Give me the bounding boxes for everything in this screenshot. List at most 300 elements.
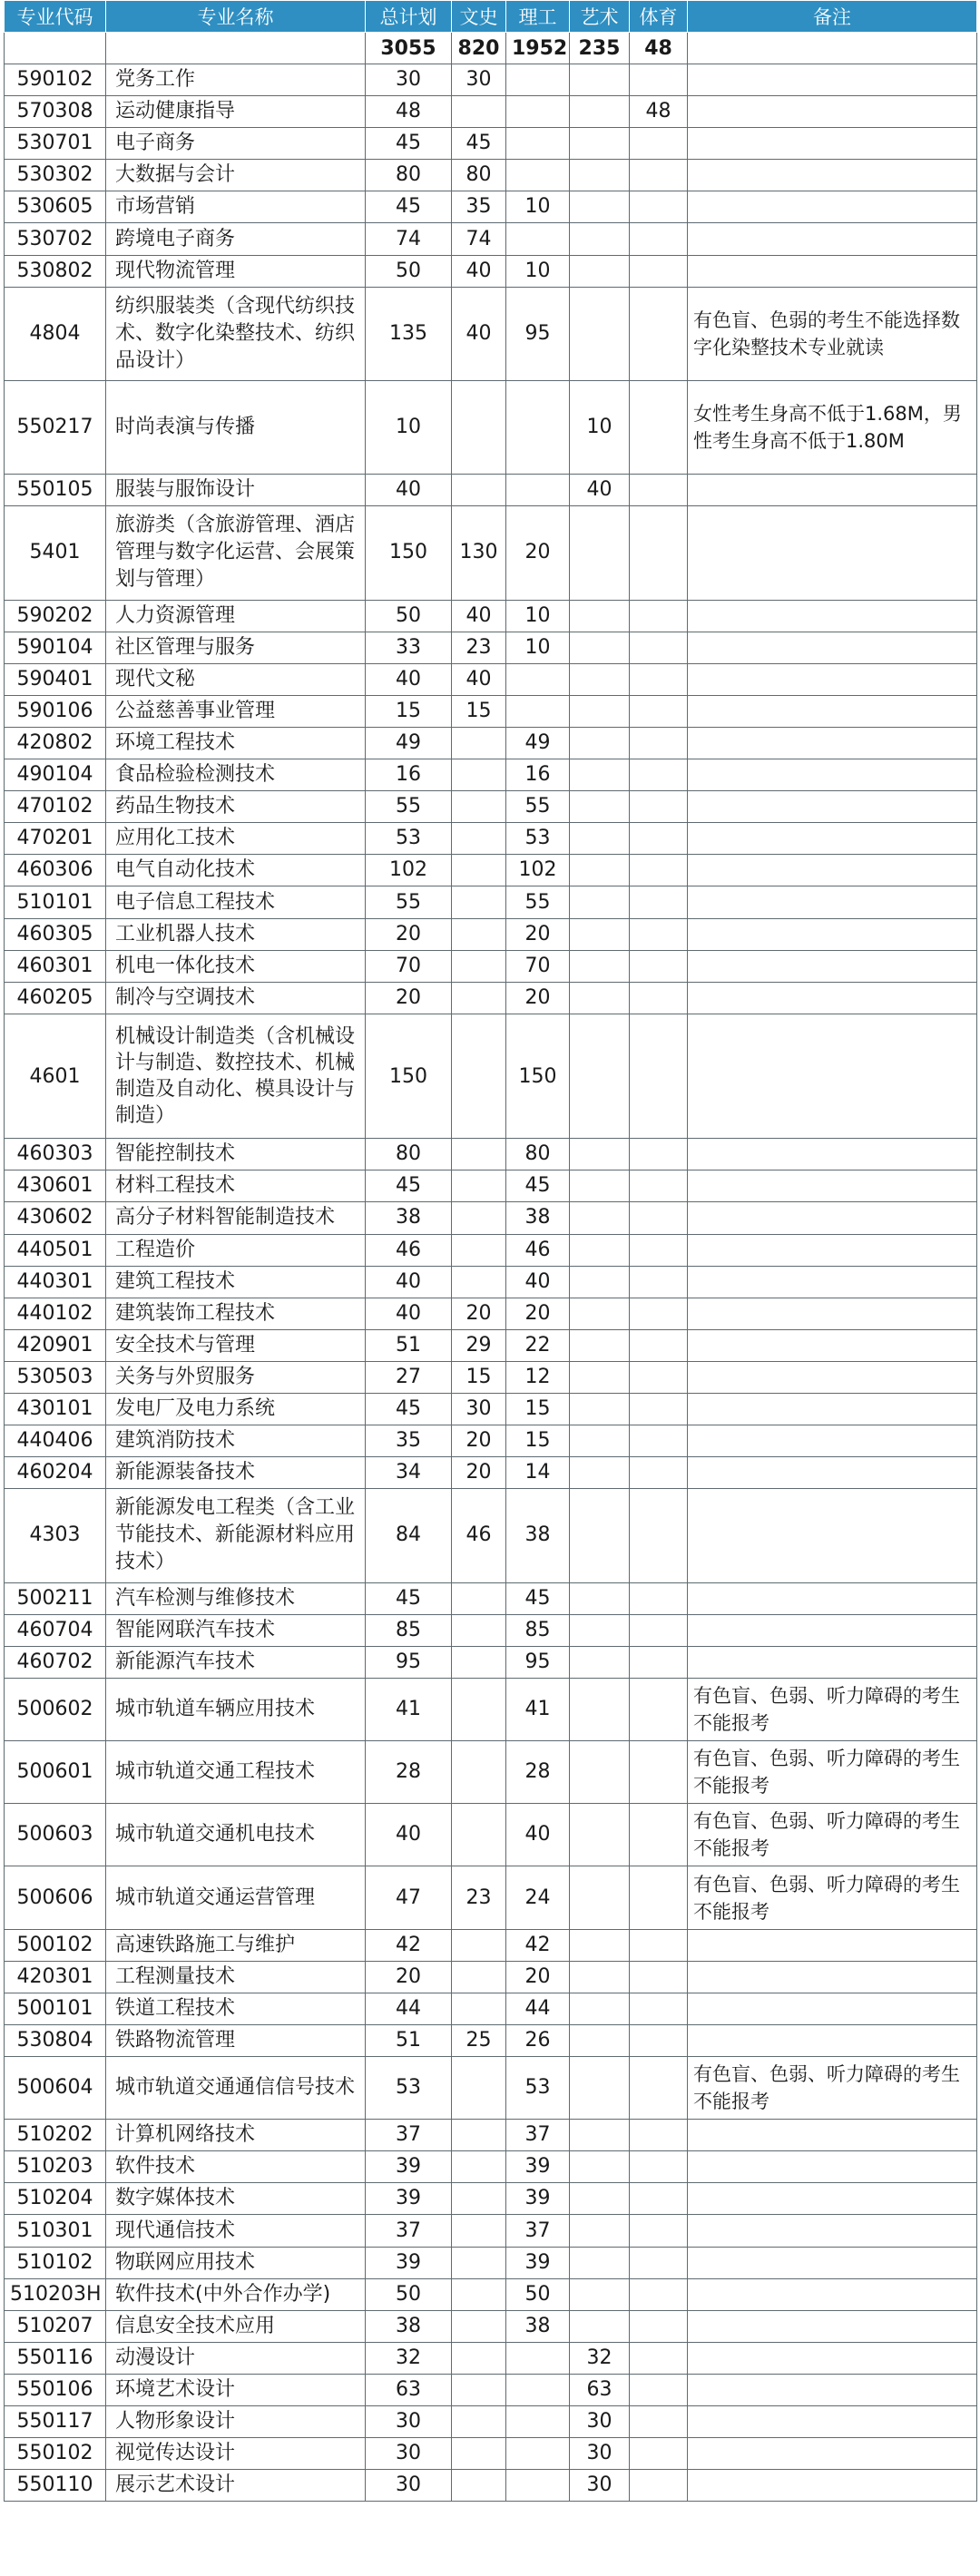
cell-major-code: 470102 — [5, 791, 106, 823]
cell-arts-count — [452, 1202, 506, 1234]
cell-remarks — [688, 982, 977, 1014]
cell-art-count — [570, 886, 630, 918]
cell-art-count — [570, 1014, 630, 1138]
cell-remarks — [688, 2151, 977, 2183]
cell-science-count — [506, 160, 570, 191]
cell-art-count — [570, 64, 630, 96]
cell-arts-count — [452, 823, 506, 855]
table-row — [5, 1394, 977, 1425]
cell-arts-count — [452, 96, 506, 128]
cell-major-code: 530302 — [5, 160, 106, 191]
cell-major-name: 现代文秘 — [106, 663, 366, 695]
cell-remarks: 有色盲、色弱、听力障碍的考生不能报考 — [688, 2056, 977, 2119]
cell-major-code: 470201 — [5, 823, 106, 855]
cell-total-plan: 16 — [366, 759, 452, 791]
cell-major-name: 汽车检测与维修技术 — [106, 1582, 366, 1614]
cell-major-code: 500602 — [5, 1678, 106, 1740]
cell-arts-count: 25 — [452, 2024, 506, 2056]
cell-science-count: 55 — [506, 791, 570, 823]
cell-art-count — [570, 1170, 630, 1202]
cell-arts-count: 35 — [452, 191, 506, 223]
table-row — [5, 886, 977, 918]
cell-total-plan: 47 — [366, 1866, 452, 1929]
cell-art-count — [570, 2056, 630, 2119]
totals-name — [106, 33, 366, 64]
cell-arts-count — [452, 1741, 506, 1804]
cell-sports-count — [630, 1329, 688, 1361]
cell-art-count: 32 — [570, 2342, 630, 2374]
header-sports: 体育 — [630, 1, 688, 33]
cell-total-plan: 53 — [366, 823, 452, 855]
cell-science-count: 50 — [506, 2278, 570, 2310]
header-major-code: 专业代码 — [5, 1, 106, 33]
cell-sports-count — [630, 506, 688, 600]
cell-remarks — [688, 1961, 977, 1993]
table-row — [5, 759, 977, 791]
cell-sports-count — [630, 2151, 688, 2183]
cell-major-code: 510203 — [5, 2151, 106, 2183]
table-row — [5, 1489, 977, 1582]
cell-sports-count — [630, 1361, 688, 1393]
cell-science-count: 10 — [506, 600, 570, 632]
cell-science-count: 95 — [506, 287, 570, 380]
cell-sports-count — [630, 695, 688, 727]
table-row — [5, 2406, 977, 2438]
table-row — [5, 287, 977, 380]
table-row — [5, 1202, 977, 1234]
cell-arts-count — [452, 728, 506, 759]
cell-art-count — [570, 223, 630, 255]
cell-sports-count — [630, 886, 688, 918]
cell-art-count — [570, 1614, 630, 1646]
cell-art-count — [570, 128, 630, 160]
cell-science-count: 45 — [506, 1170, 570, 1202]
cell-major-code: 430602 — [5, 1202, 106, 1234]
cell-major-name: 新能源装备技术 — [106, 1457, 366, 1489]
cell-remarks: 有色盲、色弱、听力障碍的考生不能报考 — [688, 1804, 977, 1866]
cell-sports-count — [630, 2215, 688, 2247]
table-row — [5, 1804, 977, 1866]
cell-major-name: 铁路物流管理 — [106, 2024, 366, 2056]
cell-major-name: 市场营销 — [106, 191, 366, 223]
header-remarks: 备注 — [688, 1, 977, 33]
cell-total-plan: 51 — [366, 2024, 452, 2056]
cell-total-plan: 135 — [366, 287, 452, 380]
cell-arts-count: 15 — [452, 695, 506, 727]
table-row — [5, 1582, 977, 1614]
cell-arts-count — [452, 2342, 506, 2374]
cell-sports-count — [630, 223, 688, 255]
cell-art-count — [570, 2278, 630, 2310]
cell-major-name: 纺织服装类（含现代纺织技术、数字化染整技术、纺织品设计） — [106, 287, 366, 380]
cell-science-count: 44 — [506, 1993, 570, 2024]
cell-sports-count — [630, 1457, 688, 1489]
cell-arts-count: 20 — [452, 1425, 506, 1457]
header-total-plan: 总计划 — [366, 1, 452, 33]
cell-major-code: 550110 — [5, 2470, 106, 2502]
cell-art-count — [570, 759, 630, 791]
table-row — [5, 2278, 977, 2310]
cell-remarks — [688, 1139, 977, 1170]
cell-major-code: 420802 — [5, 728, 106, 759]
cell-remarks: 有色盲、色弱、听力障碍的考生不能报考 — [688, 1741, 977, 1804]
cell-science-count: 49 — [506, 728, 570, 759]
cell-major-code: 530503 — [5, 1361, 106, 1393]
cell-major-code: 4601 — [5, 1014, 106, 1138]
cell-remarks — [688, 1266, 977, 1298]
cell-science-count: 37 — [506, 2215, 570, 2247]
cell-remarks — [688, 1489, 977, 1582]
cell-sports-count — [630, 1929, 688, 1961]
cell-science-count: 20 — [506, 982, 570, 1014]
cell-remarks — [688, 255, 977, 287]
cell-major-code: 4804 — [5, 287, 106, 380]
cell-arts-count — [452, 855, 506, 886]
cell-science-count: 95 — [506, 1646, 570, 1678]
cell-science-count — [506, 2374, 570, 2405]
cell-art-count — [570, 287, 630, 380]
cell-major-name: 机械设计制造类（含机械设计与制造、数控技术、机械制造及自动化、模具设计与制造） — [106, 1014, 366, 1138]
cell-arts-count — [452, 950, 506, 982]
cell-art-count — [570, 1678, 630, 1740]
cell-major-code: 430601 — [5, 1170, 106, 1202]
cell-art-count — [570, 506, 630, 600]
cell-total-plan: 50 — [366, 600, 452, 632]
cell-sports-count — [630, 2278, 688, 2310]
table-row — [5, 2470, 977, 2502]
cell-science-count: 20 — [506, 506, 570, 600]
cell-remarks — [688, 950, 977, 982]
cell-sports-count — [630, 1298, 688, 1329]
cell-art-count — [570, 1646, 630, 1678]
cell-major-code: 590102 — [5, 64, 106, 96]
cell-major-code: 440102 — [5, 1298, 106, 1329]
cell-art-count: 30 — [570, 2438, 630, 2470]
cell-art-count — [570, 2024, 630, 2056]
cell-arts-count — [452, 759, 506, 791]
cell-art-count — [570, 2247, 630, 2278]
cell-arts-count: 40 — [452, 287, 506, 380]
cell-art-count — [570, 2310, 630, 2342]
table-row — [5, 1425, 977, 1457]
cell-science-count: 85 — [506, 1614, 570, 1646]
cell-total-plan: 35 — [366, 1425, 452, 1457]
cell-major-name: 食品检验检测技术 — [106, 759, 366, 791]
cell-total-plan: 42 — [366, 1929, 452, 1961]
table-row — [5, 1866, 977, 1929]
cell-major-code: 590104 — [5, 632, 106, 663]
cell-total-plan: 102 — [366, 855, 452, 886]
cell-science-count: 15 — [506, 1394, 570, 1425]
cell-science-count: 39 — [506, 2247, 570, 2278]
cell-art-count: 63 — [570, 2374, 630, 2405]
cell-science-count: 20 — [506, 1961, 570, 1993]
cell-sports-count — [630, 1741, 688, 1804]
cell-major-code: 590401 — [5, 663, 106, 695]
cell-remarks — [688, 855, 977, 886]
cell-arts-count: 45 — [452, 128, 506, 160]
cell-major-code: 550105 — [5, 475, 106, 506]
cell-arts-count: 23 — [452, 632, 506, 663]
cell-arts-count: 130 — [452, 506, 506, 600]
cell-science-count: 38 — [506, 1489, 570, 1582]
cell-science-count: 12 — [506, 1361, 570, 1393]
cell-total-plan: 74 — [366, 223, 452, 255]
cell-science-count: 15 — [506, 1425, 570, 1457]
cell-arts-count: 23 — [452, 1866, 506, 1929]
cell-total-plan: 15 — [366, 695, 452, 727]
header-art: 艺术 — [570, 1, 630, 33]
cell-science-count — [506, 695, 570, 727]
cell-science-count: 37 — [506, 2120, 570, 2151]
totals-total: 3055 — [366, 33, 452, 64]
cell-major-code: 500102 — [5, 1929, 106, 1961]
cell-arts-count: 30 — [452, 1394, 506, 1425]
totals-row — [5, 33, 977, 64]
totals-sports: 48 — [630, 33, 688, 64]
cell-major-name: 人力资源管理 — [106, 600, 366, 632]
table-row — [5, 64, 977, 96]
table-row — [5, 1170, 977, 1202]
cell-remarks — [688, 128, 977, 160]
cell-arts-count — [452, 1582, 506, 1614]
table-row — [5, 600, 977, 632]
cell-art-count — [570, 632, 630, 663]
cell-science-count — [506, 64, 570, 96]
cell-total-plan: 80 — [366, 1139, 452, 1170]
cell-total-plan: 49 — [366, 728, 452, 759]
cell-total-plan: 33 — [366, 632, 452, 663]
cell-art-count — [570, 255, 630, 287]
header-row — [5, 1, 977, 33]
cell-remarks — [688, 2024, 977, 2056]
cell-remarks — [688, 160, 977, 191]
totals-remarks — [688, 33, 977, 64]
cell-sports-count — [630, 663, 688, 695]
table-row — [5, 791, 977, 823]
cell-remarks: 有色盲、色弱、听力障碍的考生不能报考 — [688, 1866, 977, 1929]
table-row — [5, 2374, 977, 2405]
cell-major-name: 党务工作 — [106, 64, 366, 96]
cell-total-plan: 30 — [366, 64, 452, 96]
cell-remarks — [688, 695, 977, 727]
cell-major-name: 现代通信技术 — [106, 2215, 366, 2247]
table-body — [5, 33, 977, 2502]
cell-remarks — [688, 1646, 977, 1678]
cell-total-plan: 40 — [366, 1298, 452, 1329]
cell-major-name: 工程测量技术 — [106, 1961, 366, 1993]
cell-science-count: 16 — [506, 759, 570, 791]
cell-sports-count — [630, 759, 688, 791]
cell-science-count: 53 — [506, 2056, 570, 2119]
table-row — [5, 855, 977, 886]
cell-major-name: 城市轨道交通通信信号技术 — [106, 2056, 366, 2119]
cell-arts-count — [452, 2438, 506, 2470]
cell-science-count: 102 — [506, 855, 570, 886]
cell-sports-count — [630, 475, 688, 506]
table-row — [5, 160, 977, 191]
cell-arts-count — [452, 1804, 506, 1866]
cell-total-plan: 150 — [366, 506, 452, 600]
table-row — [5, 2120, 977, 2151]
cell-arts-count: 30 — [452, 64, 506, 96]
cell-remarks — [688, 791, 977, 823]
totals-code — [5, 33, 106, 64]
cell-arts-count — [452, 1993, 506, 2024]
cell-remarks — [688, 2183, 977, 2215]
cell-science-count: 20 — [506, 918, 570, 950]
cell-arts-count — [452, 918, 506, 950]
cell-remarks — [688, 96, 977, 128]
cell-sports-count — [630, 2470, 688, 2502]
cell-major-code: 500601 — [5, 1741, 106, 1804]
cell-art-count — [570, 663, 630, 695]
cell-major-name: 安全技术与管理 — [106, 1329, 366, 1361]
cell-total-plan: 51 — [366, 1329, 452, 1361]
cell-science-count: 28 — [506, 1741, 570, 1804]
cell-remarks — [688, 475, 977, 506]
cell-arts-count — [452, 982, 506, 1014]
table-row — [5, 695, 977, 727]
cell-remarks — [688, 1582, 977, 1614]
cell-remarks — [688, 191, 977, 223]
cell-art-count — [570, 1582, 630, 1614]
cell-major-name: 时尚表演与传播 — [106, 380, 366, 474]
cell-sports-count — [630, 1804, 688, 1866]
cell-total-plan: 30 — [366, 2470, 452, 2502]
cell-art-count — [570, 1298, 630, 1329]
cell-major-name: 高分子材料智能制造技术 — [106, 1202, 366, 1234]
cell-major-name: 机电一体化技术 — [106, 950, 366, 982]
cell-sports-count — [630, 255, 688, 287]
cell-sports-count — [630, 2247, 688, 2278]
cell-major-code: 460305 — [5, 918, 106, 950]
cell-total-plan: 95 — [366, 1646, 452, 1678]
cell-sports-count — [630, 1234, 688, 1266]
table-row — [5, 255, 977, 287]
table-row — [5, 2215, 977, 2247]
cell-sports-count — [630, 1582, 688, 1614]
cell-art-count — [570, 1929, 630, 1961]
table-row — [5, 191, 977, 223]
cell-major-code: 550102 — [5, 2438, 106, 2470]
cell-art-count — [570, 918, 630, 950]
cell-total-plan: 38 — [366, 2310, 452, 2342]
totals-art: 235 — [570, 33, 630, 64]
cell-art-count — [570, 1993, 630, 2024]
cell-remarks — [688, 1014, 977, 1138]
cell-arts-count — [452, 1014, 506, 1138]
cell-art-count: 30 — [570, 2406, 630, 2438]
cell-total-plan: 46 — [366, 1234, 452, 1266]
cell-total-plan: 150 — [366, 1014, 452, 1138]
cell-major-name: 环境艺术设计 — [106, 2374, 366, 2405]
cell-arts-count — [452, 1678, 506, 1740]
cell-total-plan: 70 — [366, 950, 452, 982]
cell-sports-count — [630, 982, 688, 1014]
table-row — [5, 1961, 977, 1993]
cell-major-code: 590106 — [5, 695, 106, 727]
cell-remarks — [688, 632, 977, 663]
cell-total-plan: 37 — [366, 2120, 452, 2151]
cell-art-count — [570, 728, 630, 759]
cell-arts-count: 46 — [452, 1489, 506, 1582]
cell-major-code: 530804 — [5, 2024, 106, 2056]
cell-art-count — [570, 96, 630, 128]
table-row — [5, 1361, 977, 1393]
cell-arts-count — [452, 2151, 506, 2183]
cell-art-count — [570, 823, 630, 855]
cell-major-name: 应用化工技术 — [106, 823, 366, 855]
cell-total-plan: 48 — [366, 96, 452, 128]
cell-major-name: 关务与外贸服务 — [106, 1361, 366, 1393]
cell-sports-count — [630, 380, 688, 474]
cell-art-count — [570, 791, 630, 823]
cell-major-code: 460702 — [5, 1646, 106, 1678]
cell-arts-count — [452, 1266, 506, 1298]
cell-remarks — [688, 823, 977, 855]
cell-total-plan: 55 — [366, 886, 452, 918]
table-row — [5, 1741, 977, 1804]
cell-sports-count — [630, 1489, 688, 1582]
cell-arts-count: 40 — [452, 600, 506, 632]
cell-sports-count — [630, 1266, 688, 1298]
cell-major-name: 建筑消防技术 — [106, 1425, 366, 1457]
table-row — [5, 1993, 977, 2024]
cell-arts-count: 20 — [452, 1298, 506, 1329]
cell-total-plan: 80 — [366, 160, 452, 191]
cell-arts-count: 74 — [452, 223, 506, 255]
cell-remarks — [688, 663, 977, 695]
cell-total-plan: 28 — [366, 1741, 452, 1804]
cell-art-count — [570, 982, 630, 1014]
cell-science-count: 14 — [506, 1457, 570, 1489]
cell-arts-count — [452, 2215, 506, 2247]
cell-sports-count — [630, 2438, 688, 2470]
cell-total-plan: 30 — [366, 2438, 452, 2470]
cell-science-count: 40 — [506, 1804, 570, 1866]
cell-art-count — [570, 1394, 630, 1425]
cell-major-code: 440301 — [5, 1266, 106, 1298]
table-row — [5, 2183, 977, 2215]
cell-major-name: 物联网应用技术 — [106, 2247, 366, 2278]
cell-major-code: 5401 — [5, 506, 106, 600]
cell-remarks — [688, 223, 977, 255]
cell-major-name: 新能源汽车技术 — [106, 1646, 366, 1678]
cell-total-plan: 40 — [366, 1804, 452, 1866]
cell-remarks — [688, 2342, 977, 2374]
cell-remarks — [688, 1394, 977, 1425]
cell-total-plan: 85 — [366, 1614, 452, 1646]
cell-sports-count — [630, 1646, 688, 1678]
cell-sports-count — [630, 950, 688, 982]
cell-major-code: 510203H — [5, 2278, 106, 2310]
cell-art-count — [570, 1489, 630, 1582]
cell-major-name: 工业机器人技术 — [106, 918, 366, 950]
cell-art-count — [570, 1202, 630, 1234]
cell-science-count: 150 — [506, 1014, 570, 1138]
cell-total-plan: 84 — [366, 1489, 452, 1582]
cell-major-name: 跨境电子商务 — [106, 223, 366, 255]
cell-arts-count — [452, 475, 506, 506]
cell-total-plan: 50 — [366, 255, 452, 287]
table-row — [5, 728, 977, 759]
cell-total-plan: 20 — [366, 1961, 452, 1993]
cell-art-count — [570, 1361, 630, 1393]
cell-art-count — [570, 2120, 630, 2151]
cell-major-code: 420901 — [5, 1329, 106, 1361]
cell-total-plan: 45 — [366, 1394, 452, 1425]
